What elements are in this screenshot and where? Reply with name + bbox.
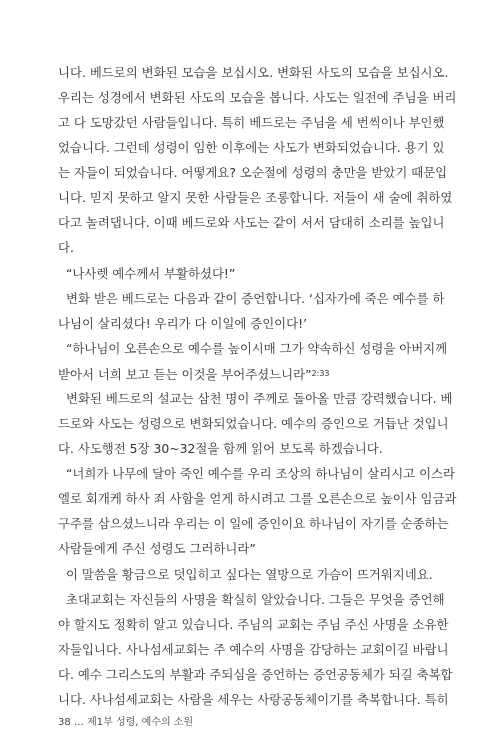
body-line: 변화된 베드로의 설교는 삼천 명이 주께로 돌아올 만큼 강력했습니다. 베 bbox=[66, 391, 453, 406]
quote-text: 받아서 너희 보고 듣는 이것을 부어주셨느니라” bbox=[58, 367, 312, 382]
quote-line: “나사렛 예수께서 부활하셨다!” bbox=[66, 266, 236, 281]
body-line: 다. 사도행전 5장 30~32절을 함께 읽어 보도록 하겠습니다. bbox=[58, 441, 383, 456]
body-line: 초대교회는 자신들의 사명을 확실히 알았습니다. 그들은 무엇을 증언해 bbox=[66, 592, 445, 607]
quote-line: 엘로 회개케 하사 죄 사함을 얻게 하시려고 그를 오른손으로 높이사 임금과 bbox=[58, 491, 457, 506]
body-line: 다고 놀려댑니다. 이때 베드로와 사도는 같이 서서 담대히 소리를 높입니 bbox=[58, 215, 445, 230]
body-line: 니다. 베드로의 변화된 모습을 보십시오. 변화된 사도의 모습을 보십시오. bbox=[58, 65, 449, 80]
quote-line: 구주를 삼으셨느니라 우리는 이 일에 증인이요 하나님이 자기를 순종하는 bbox=[58, 516, 449, 531]
body-line: 자들입니다. 사나섬세교회는 주 예수의 사명을 감당하는 교회이길 바랍니 bbox=[58, 642, 449, 657]
quote-line-with-ref bbox=[58, 366, 461, 383]
body-line: 니다. 사나섬세교회는 사람을 세우는 사랑공동체이기를 축복합니다. 특히 bbox=[58, 692, 449, 707]
body-line: 었습니다. 그런데 성령이 임한 이후에는 사도가 변화되었습니다. 용기 있 bbox=[58, 140, 445, 155]
body-line: 고 다 도망갔던 사람들입니다. 특히 베드로는 주님을 세 번씩이나 부인했 bbox=[58, 115, 445, 130]
body-line: 야 할지도 정확히 알고 있습니다. 주님의 교회는 주님 주신 사명을 소유한 bbox=[58, 617, 449, 632]
body-line: 우리는 성경에서 변화된 사도의 모습을 봅니다. 사도는 일전에 주님을 버리 bbox=[58, 90, 457, 105]
body-line: 다. bbox=[58, 240, 74, 255]
verse-reference: 2:33 bbox=[311, 369, 330, 378]
body-line: 변화 받은 베드로는 다음과 같이 증언합니다. ‘십자가에 죽은 예수를 하 bbox=[66, 291, 445, 306]
quote-line: “하나님이 오른손으로 예수를 높이시매 그가 약속하신 성령을 아버지께 bbox=[66, 341, 448, 356]
body-line: 는 자들이 되었습니다. 어떻게요? 오순절에 성령의 충만을 받았기 때문입 bbox=[58, 165, 448, 180]
body-line: 나님이 살리셨다! 우리가 다 이일에 증인이다!’ bbox=[58, 316, 308, 331]
body-line: 다. 예수 그리스도의 부활과 주되심을 증언하는 증언공동체가 되길 축복합 bbox=[58, 667, 453, 682]
body-line: 드로와 사도는 성령으로 변화되었습니다. 예수의 증인으로 거듭난 것입니 bbox=[58, 416, 449, 431]
body-line: 이 말씀을 황금으로 덧입히고 싶다는 열망으로 가슴이 뜨거워지네요. bbox=[66, 567, 433, 582]
body-line: 니다. 믿지 못하고 알지 못한 사람들은 조롱합니다. 저들이 새 술에 취하였 bbox=[58, 190, 453, 205]
quote-line: 사람들에게 주신 성령도 그러하니라” bbox=[58, 541, 256, 556]
page-footer: 38 … 제1부 성령, 예수의 소원 bbox=[58, 717, 194, 728]
quote-line: “너희가 나무에 달아 죽인 예수를 우리 조상의 하나님이 살리시고 이스라 bbox=[66, 466, 455, 481]
